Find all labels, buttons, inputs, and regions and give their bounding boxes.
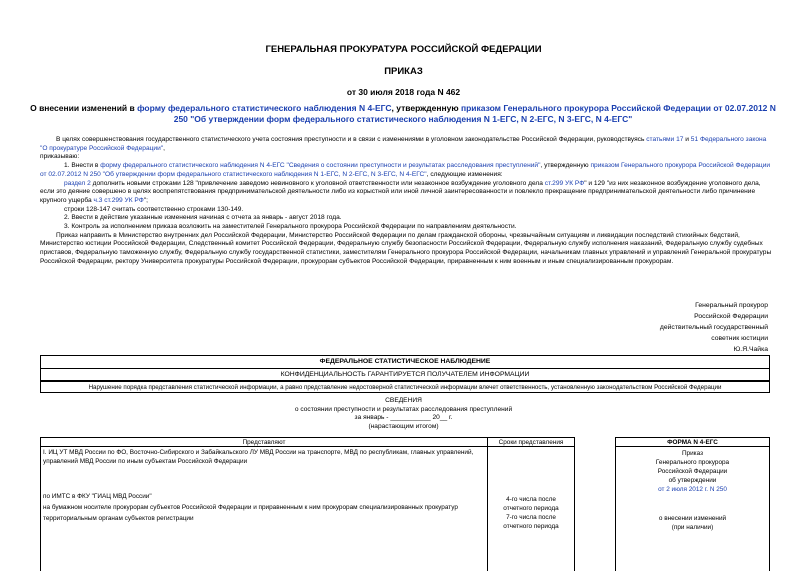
art-299-link[interactable]: ст.299 УК РФ [544, 179, 585, 187]
heading-text: О внесении изменений в [30, 103, 138, 113]
form-confidential: КОНФИДЕНЦИАЛЬНОСТЬ ГАРАНТИРУЕТСЯ ПОЛУЧАТЕЛЕМ ИНФОРМАЦИИ [280, 371, 530, 378]
sved-title: СВЕДЕНИЯ [385, 397, 422, 404]
intro-paragraph [40, 136, 772, 153]
submitter-row: по ИМТС в ФКУ "ГИАЦ МВД России" [43, 492, 152, 500]
intro-text: , [163, 144, 165, 152]
signature-line: Российской Федерации [694, 313, 768, 320]
item-3: 3. Контроль за исполнением приказа возложить на заместителей Генерального прокурора Российской Федерации по направлениям деятельности. [64, 223, 517, 231]
signature-line: советник юстиции [711, 335, 768, 342]
date-number: от 30 июля 2018 года N 462 [346, 87, 461, 97]
approval-text: Российской Федерации [657, 467, 728, 475]
sved-subtitle: о состоянии преступности и результатах расследования преступлений [294, 405, 513, 413]
submitter-row: территориальным органам субъектов регистрации [43, 514, 194, 522]
item-2: 2. Ввести в действие указанные изменения начиная с отчета за январь - август 2018 года. [64, 214, 342, 222]
document-heading [28, 103, 778, 125]
approval-text: Генерального прокурора [655, 458, 730, 466]
heading-order-link[interactable]: приказом Генерального прокурора Российской Федерации от 02.07.2012 N 250 "Об утверждении форм федерального статистического наблюдения N 1-ЕГС, N 2-ЕГС, N 3-ЕГС, N 4-ЕГС" [173, 103, 776, 125]
item-1-text: , следующие изменения: [426, 170, 503, 178]
deadlines-cell [487, 446, 575, 571]
signature-line: Генеральный прокурор [695, 302, 768, 309]
part-3-art-299-link[interactable]: ч.3 ст.299 УК РФ [93, 196, 144, 204]
org-title: ГЕНЕРАЛЬНАЯ ПРОКУРАТУРА РОССИЙСКОЙ ФЕДЕРАЦИИ [265, 44, 542, 55]
doc-type: ПРИКАЗ [384, 66, 423, 77]
form-4-egs-link[interactable]: форму федерального статистического наблюдения N 4-ЕГС "Сведения о состоянии преступности и результатах расследования преступлений" [100, 162, 541, 170]
item-1 [40, 162, 772, 179]
approval-date-link[interactable]: от 2 июля 2012 г. N 250 [658, 485, 727, 493]
form-title: ФЕДЕРАЛЬНОЕ СТАТИСТИЧЕСКОЕ НАБЛЮДЕНИЕ [41, 356, 769, 369]
section-2-link[interactable]: раздел 2 [64, 179, 91, 187]
submitter-row: на бумажном носителе прокурорам субъектов Российской Федерации и приравненным к ним прокурорам специализированных прокуратур [43, 503, 458, 511]
sub-text: "; [143, 196, 148, 204]
item-1-sub [40, 180, 772, 206]
form-approval-cell [615, 446, 770, 571]
form-header-box [40, 355, 770, 381]
deadline-text: 7-го числа после [506, 513, 556, 521]
signature-name: Ю.Я.Чайка [733, 346, 768, 353]
sub-text: " и 129 "из них незаконное возбуждение уголовного дела, если это деяние совершено в целях воспрепятствования предпринимательской деятельности либо из корыстной или иной личной заинтересованности и повлекло прекращение предпринимательской деятельности либо причинение крупного ущерба [40, 179, 761, 204]
intro-text: и [683, 136, 691, 143]
signature-line: действительный государственный [659, 324, 768, 331]
heading-form-link[interactable]: форму федерального статистического наблюдения N 4-ЕГС [137, 103, 392, 113]
item-1-text: , утвержденную [540, 162, 591, 170]
col-header-form-number: ФОРМА N 4-ЕГС [615, 437, 770, 447]
distribution-paragraph: Приказ направить в Министерство внутренних дел Российской Федерации, Министерство Российской Федерации по делам гражданской обороны, чрезвычайным ситуациям и ликвидации последствий стихийных бедствий, Министерство юстиции Российской Федерации, Следственный комитет Российской Федерации, Федеральную службу безопасности Российской Федерации, Федеральную службу исполнения наказаний, Федеральную службу судебных приставов, Федеральную таможенную службу, Федеральную службу государственной статистики, заместителям Генерального прокурора Российской Федерации, начальникам главных управлений и управлений Генеральной прокуратуры Российской Федерации, ректору Университета прокуратуры Российской Федерации, прокурорам субъектов Российской Федерации, приравненным к ним военным и иным специализированным прокурорам. [40, 231, 772, 265]
approval-text: об утверждении [668, 476, 717, 484]
article-51-link[interactable]: 51 Федерального закона "О прокуратуре Российской Федерации" [40, 136, 767, 152]
approval-text: о внесении изменений [658, 514, 727, 522]
sved-note: (нарастающим итогом) [368, 422, 439, 430]
approval-text: (при наличии) [671, 523, 714, 531]
article-17-link[interactable]: статьями 17 [646, 136, 684, 143]
reporting-table [40, 437, 770, 571]
order-word: приказываю: [40, 153, 80, 161]
sved-period: за январь - ___________ 20__ г. [354, 414, 453, 422]
deadline-text: отчетного периода [503, 522, 559, 530]
sub-text: дополнить новыми строками 128 "привлечение заведомо невиновного к уголовной ответственности или незаконное возбуждение уголовного дела [90, 179, 545, 187]
document-body [40, 136, 772, 267]
col-header-submitters: Представляют [40, 437, 488, 447]
heading-text: , утвержденную [391, 103, 461, 113]
form-info-block [0, 397, 807, 431]
deadline-text: отчетного периода [503, 504, 559, 512]
rows-renumber: строки 128-147 считать соответственно строками 130-149. [64, 205, 244, 213]
item-1-text: 1. Внести в [64, 162, 101, 170]
signature-block [560, 300, 768, 355]
approval-text: Приказ [681, 450, 704, 457]
submitters-cell [40, 446, 488, 571]
intro-text: В целях совершенствования государственного статистического учета состояния преступности и в связи с изменениями в уголовном законодательстве Российской Федерации, руководствуясь [56, 136, 647, 143]
submitter-row: I. ИЦ УТ МВД России по ФО, Восточно-Сибирского и Забайкальского ЛУ МВД России на транспорте, МВД по республикам, главных управлений, управлений МВД России по иным субъектам Российской Федерации [43, 449, 474, 465]
deadline-text: 4-го числа после [506, 496, 556, 503]
form-warning: Нарушение порядка представления статистической информации, а равно представление недостоверной статистической информации влечет ответственность, установленную законодательством Российской Федерации [40, 381, 770, 393]
order-250-link[interactable]: приказом Генерального прокурора Российской Федерации от 02.07.2012 N 250 "Об утверждении форм федерального статистического наблюдения N 1-ЕГС, N 2-ЕГС, N 3-ЕГС, N 4-ЕГС" [40, 162, 771, 178]
col-header-deadlines: Сроки представления [487, 437, 575, 447]
